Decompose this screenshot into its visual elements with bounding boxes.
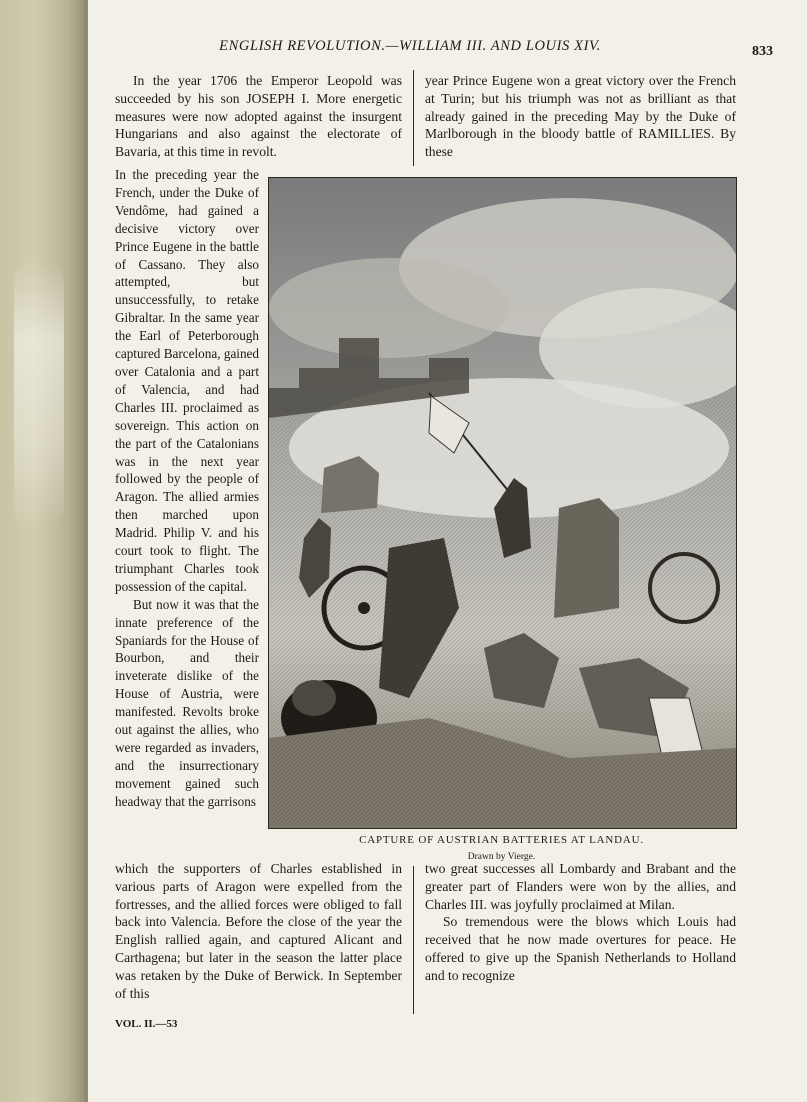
- volume-signature: VOL. II.—53: [115, 1018, 178, 1030]
- paragraph: two great successes all Lombardy and Brabant and the greater part of Flanders were won by the allies, and Charles III. was joyfully proclaimed at Milan.: [425, 861, 736, 912]
- column-bottom-right: [425, 860, 736, 985]
- paper-residue: [14, 260, 64, 530]
- page-edge-shadow: [84, 0, 88, 1102]
- book-binding-margin: [0, 0, 84, 1102]
- column-top-right: [425, 72, 736, 161]
- column-narrow-left: [115, 166, 259, 811]
- paragraph: which the supporters of Charles established in various parts of Aragon were expelled from the fortresses, and the allied forces were obliged to fall back into Valencia. Before the close of the year the English rallied again, and captured Alicant and Carthagena; but later in the season the latter place was retaken by the Duke of Berwick. In September of this: [115, 861, 402, 1001]
- battle-scene-image: [269, 178, 736, 828]
- paragraph: But now it was that the innate preference of the Spaniards for the House of Bourbon, and their inveterate dislike of the House of Austria, were manifested. Revolts broke out against the allies, who were regarded as invaders, and the insurrectionary movement gained such headway that the garrisons: [115, 596, 259, 809]
- engraving-illustration: [268, 177, 737, 829]
- column-divider: [413, 866, 414, 1014]
- figure-caption: CAPTURE OF AUSTRIAN BATTERIES AT LANDAU.: [359, 834, 644, 846]
- column-top-left: [115, 72, 402, 161]
- running-title: ENGLISH REVOLUTION.—WILLIAM III. AND LOUIS XIV.: [219, 38, 601, 54]
- column-divider: [413, 70, 414, 166]
- figure-credit: Drawn by Vierge.: [467, 852, 536, 862]
- paragraph: year Prince Eugene won a great victory over the French at Turin; but his triumph was not as brilliant as that already gained in the preceding May by the Duke of Marlborough in the bloody battle of RAMILLIES. By these: [425, 73, 736, 160]
- paragraph: In the preceding year the French, under the Duke of Vendôme, had gained a decisive victory over Prince Eugene in the battle of Cassano. They also attempted, but unsuccessfully, to retake Gibraltar. In the same year the Earl of Peterborough captured Barcelona, gained over Catalonia and a part of Valencia, and had Charles III. proclaimed as sovereign. This action on the part of the Catalonians was in the next year followed by the people of Aragon. The allied armies then marched upon Madrid. Philip V. and his court took to flight. The triumphant Charles took possession of the capital.: [115, 167, 259, 594]
- paragraph: So tremendous were the blows which Louis had received that he now made overtures for peace. He offered to give up the Spanish Netherlands to Holland and to recognize: [425, 914, 736, 983]
- page-number: 833: [752, 44, 773, 59]
- paragraph: In the year 1706 the Emperor Leopold was succeeded by his son JOSEPH I. More energetic measures were now adopted against the insurgent Hungarians and also against the electorate of Bavaria, at this time in revolt.: [115, 73, 402, 160]
- column-bottom-left: [115, 860, 402, 1002]
